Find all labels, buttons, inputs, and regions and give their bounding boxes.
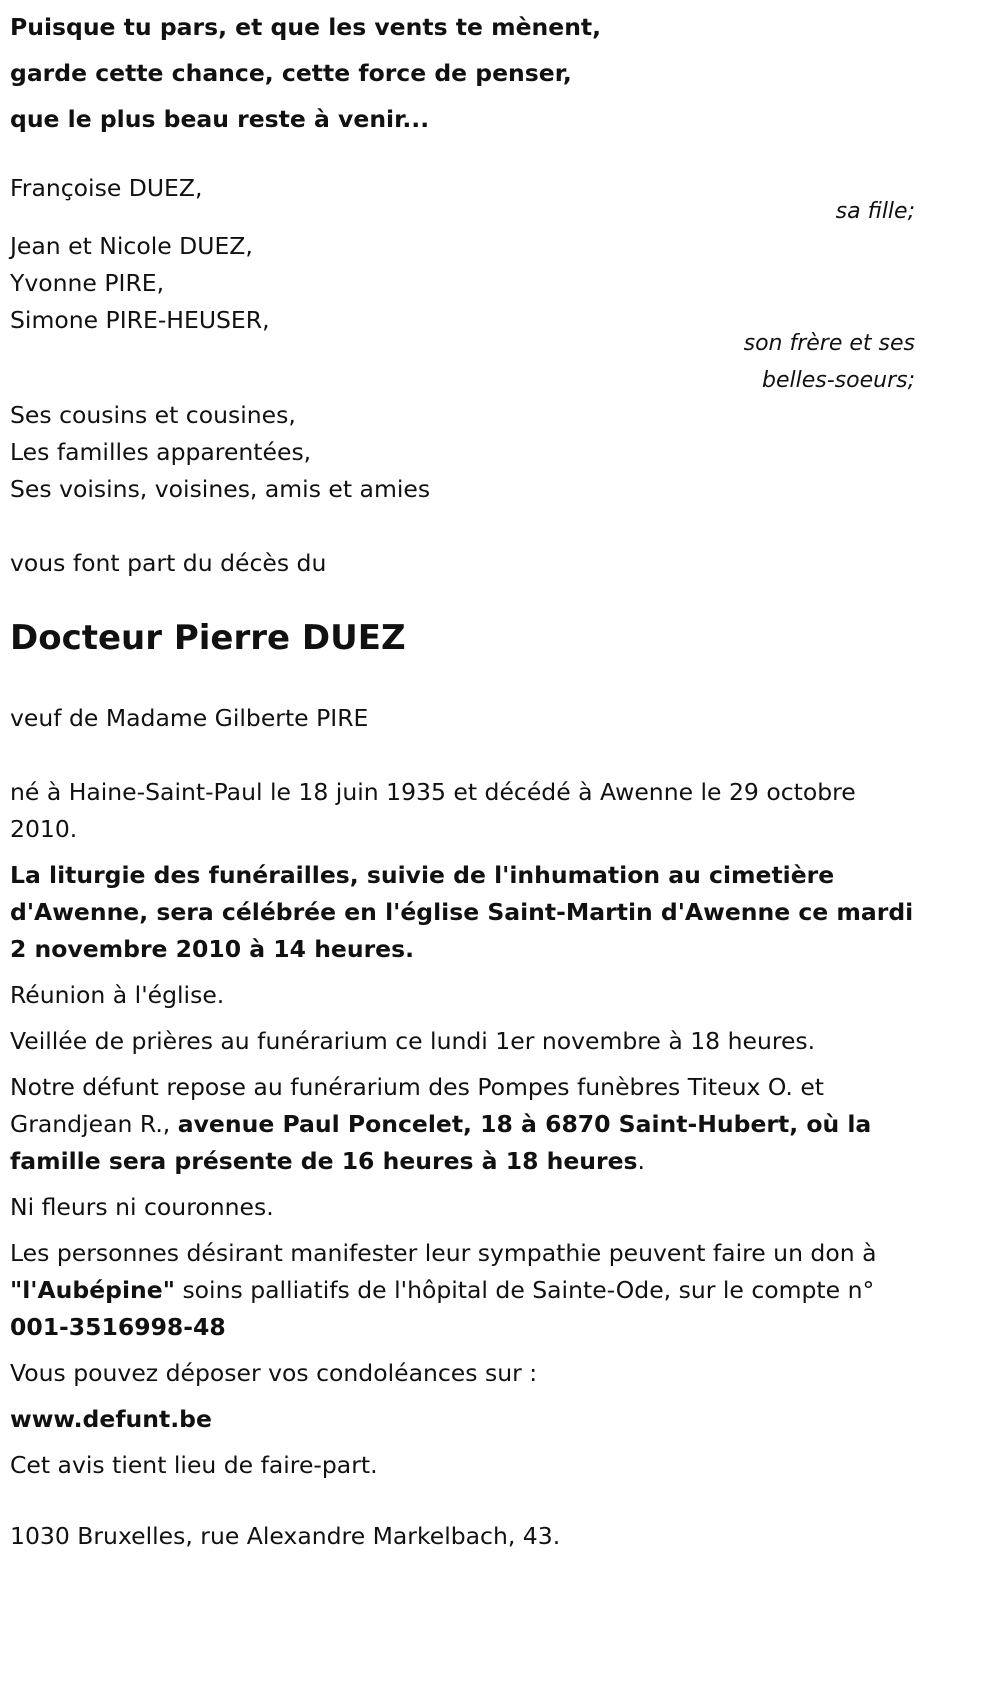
- siblings-relation-line2: belles-soeurs;: [762, 368, 915, 393]
- condolences-text: Vous pouvez déposer vos condoléances sur :: [10, 1359, 538, 1387]
- website-link[interactable]: www.defunt.be: [10, 1405, 212, 1433]
- sibling-name: Yvonne PIRE,: [10, 269, 165, 297]
- siblings-block: [10, 228, 915, 399]
- donation-prefix: Les personnes désirant manifester leur sympathie peuvent faire un don à: [10, 1239, 877, 1267]
- widower-text: veuf de Madame Gilberte PIRE: [10, 704, 369, 732]
- daughter-name: Françoise DUEZ,: [10, 174, 203, 202]
- poem-line: garde cette chance, cette force de penser,: [10, 59, 572, 87]
- poem-line: Puisque tu pars, et que les vents te mènent,: [10, 13, 602, 41]
- donation-middle: soins palliatifs de l'hôpital de Sainte-Ode, sur le compte n°: [174, 1276, 875, 1304]
- daughter-relation: sa fille;: [835, 199, 915, 224]
- others-line: Ses cousins et cousines,: [10, 401, 296, 429]
- donation-organization: "l'Aubépine": [10, 1276, 175, 1304]
- poem: [10, 4, 601, 142]
- poem-line: que le plus beau reste à venir...: [10, 105, 430, 133]
- vigil-text: Veillée de prières au funérarium ce lundi 1er novembre à 18 heures.: [10, 1027, 816, 1055]
- announcement-text: vous font part du décès du: [10, 549, 327, 577]
- repose-suffix: .: [637, 1147, 646, 1175]
- meeting-text: Réunion à l'église.: [10, 981, 225, 1009]
- others-line: Ses voisins, voisines, amis et amies: [10, 475, 431, 503]
- address-text: 1030 Bruxelles, rue Alexandre Markelbach, 43.: [10, 1522, 561, 1550]
- flowers-text: Ni fleurs ni couronnes.: [10, 1193, 274, 1221]
- birth-death-text: né à Haine-Saint-Paul le 18 juin 1935 et décédé à Awenne le 29 octobre 2010.: [10, 778, 856, 843]
- repose-address: avenue Paul Poncelet, 18 à 6870 Saint-Hubert, où la famille sera présente de 16 heures à 18 heures: [10, 1110, 872, 1175]
- donation-paragraph: [10, 1235, 915, 1346]
- repose-prefix: Notre défunt repose au funérarium des Pompes funèbres Titeux O. et Grandjean R.,: [10, 1073, 825, 1138]
- repose-paragraph: [10, 1069, 915, 1180]
- others-block: [10, 397, 430, 508]
- donation-account: 001-3516998-48: [10, 1313, 226, 1341]
- others-line: Les familles apparentées,: [10, 438, 312, 466]
- sibling-name: Jean et Nicole DUEZ,: [10, 232, 253, 260]
- sibling-name: Simone PIRE-HEUSER,: [10, 306, 270, 334]
- deceased-name: Docteur Pierre DUEZ: [10, 618, 406, 658]
- funeral-text: La liturgie des funérailles, suivie de l'inhumation au cimetière d'Awenne, sera célébrée en l'église Saint-Martin d'Awenne ce mardi 2 novembre 2010 à 14 heures.: [10, 861, 914, 963]
- details-block: [10, 774, 915, 1484]
- daughter-block: [10, 170, 915, 230]
- notice-text: Cet avis tient lieu de faire-part.: [10, 1451, 378, 1479]
- siblings-relation-line1: son frère et ses: [743, 331, 915, 356]
